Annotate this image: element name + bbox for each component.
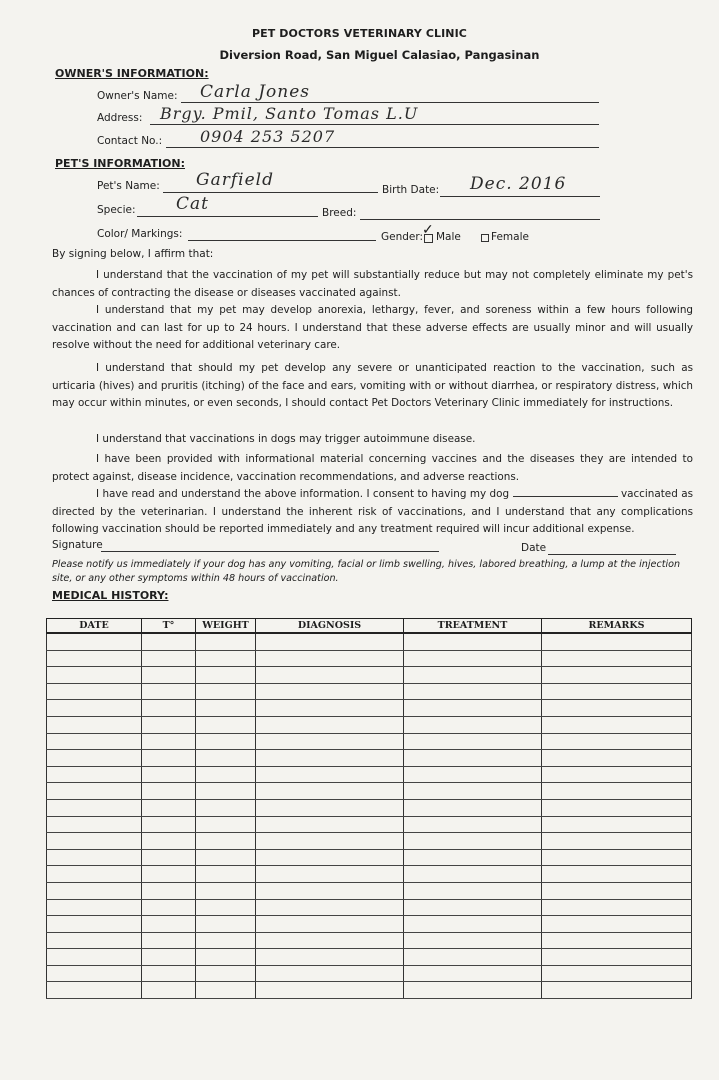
specie-value[interactable]: Cat bbox=[176, 194, 209, 214]
cell-remarks[interactable] bbox=[542, 932, 692, 949]
cell-remarks[interactable] bbox=[542, 899, 692, 916]
cell-weight[interactable] bbox=[196, 899, 256, 916]
table-row bbox=[47, 667, 692, 684]
cell-temperature[interactable] bbox=[142, 633, 196, 650]
cell-remarks[interactable] bbox=[542, 733, 692, 750]
cell-temperature[interactable] bbox=[142, 783, 196, 800]
female-checkbox[interactable] bbox=[481, 234, 489, 242]
gender-label: Gender: bbox=[381, 231, 424, 243]
consent-p3-text: I understand that should my pet develop any severe or unanticipated reaction to the vaccination, such as urticaria (hives) and pruritis (itching) of the face and ears, vomiting with or without diarrhea, or respiratory distress, which may occur within minutes, or even seconds, I should contact Pet Doctors Veterinary Clinic immediately for instructions. bbox=[52, 362, 693, 410]
consent-paragraph-4 bbox=[52, 431, 693, 449]
table-row bbox=[47, 932, 692, 949]
cell-remarks[interactable] bbox=[542, 849, 692, 866]
cell-temperature[interactable] bbox=[142, 683, 196, 700]
cell-diagnosis[interactable] bbox=[256, 783, 404, 800]
table-row bbox=[47, 750, 692, 767]
cell-date[interactable] bbox=[47, 733, 142, 750]
table-row bbox=[47, 816, 692, 833]
table-row bbox=[47, 733, 692, 750]
cell-treatment[interactable] bbox=[404, 916, 542, 933]
male-check-mark-icon: ✓ bbox=[422, 222, 434, 238]
cell-diagnosis[interactable] bbox=[256, 716, 404, 733]
cell-temperature[interactable] bbox=[142, 700, 196, 717]
color-markings-label: Color/ Markings: bbox=[97, 228, 183, 240]
column-header-remarks: REMARKS bbox=[542, 619, 692, 634]
consent-paragraph-5 bbox=[52, 451, 693, 486]
consent-paragraph-1 bbox=[52, 267, 693, 302]
medical-history-table bbox=[46, 618, 692, 999]
consent-p6c-text: as directed by the veterinarian. I understand the inherent risk of vaccinations, and I understand that any complications following vaccination should be reported immediately and any treatment required will incur additional expense. bbox=[52, 488, 694, 536]
cell-diagnosis[interactable] bbox=[256, 882, 404, 899]
table-row bbox=[47, 633, 692, 650]
owner-name-label: Owner's Name: bbox=[97, 90, 178, 102]
cell-temperature[interactable] bbox=[142, 816, 196, 833]
cell-weight[interactable] bbox=[196, 932, 256, 949]
pet-name-label: Pet's Name: bbox=[97, 180, 160, 192]
breed-label: Breed: bbox=[322, 207, 357, 219]
consent-paragraph-3 bbox=[52, 360, 693, 413]
cell-date[interactable] bbox=[47, 650, 142, 667]
cell-treatment[interactable] bbox=[404, 733, 542, 750]
birth-date-line bbox=[440, 196, 600, 197]
clinic-name: PET DOCTORS VETERINARY CLINIC bbox=[252, 27, 467, 40]
cell-weight[interactable] bbox=[196, 916, 256, 933]
cell-temperature[interactable] bbox=[142, 750, 196, 767]
cell-diagnosis[interactable] bbox=[256, 916, 404, 933]
cell-remarks[interactable] bbox=[542, 866, 692, 883]
table-row bbox=[47, 700, 692, 717]
cell-date[interactable] bbox=[47, 783, 142, 800]
dog-name-blank[interactable] bbox=[513, 486, 618, 497]
cell-date[interactable] bbox=[47, 750, 142, 767]
cell-treatment[interactable] bbox=[404, 982, 542, 999]
cell-temperature[interactable] bbox=[142, 733, 196, 750]
table-row bbox=[47, 965, 692, 982]
birth-date-value[interactable]: Dec. 2016 bbox=[470, 174, 567, 194]
address-line bbox=[150, 124, 599, 125]
cell-remarks[interactable] bbox=[542, 667, 692, 684]
cell-weight[interactable] bbox=[196, 783, 256, 800]
specie-label: Specie: bbox=[97, 204, 136, 216]
table-row bbox=[47, 799, 692, 816]
cell-date[interactable] bbox=[47, 700, 142, 717]
cell-treatment[interactable] bbox=[404, 849, 542, 866]
medical-history-rows bbox=[47, 633, 692, 999]
cell-diagnosis[interactable] bbox=[256, 866, 404, 883]
cell-weight[interactable] bbox=[196, 667, 256, 684]
table-row bbox=[47, 650, 692, 667]
cell-date[interactable] bbox=[47, 866, 142, 883]
specie-line bbox=[137, 216, 318, 217]
cell-temperature[interactable] bbox=[142, 916, 196, 933]
address-label: Address: bbox=[97, 112, 143, 124]
cell-date[interactable] bbox=[47, 816, 142, 833]
cell-treatment[interactable] bbox=[404, 667, 542, 684]
cell-temperature[interactable] bbox=[142, 716, 196, 733]
table-row bbox=[47, 849, 692, 866]
date-line[interactable] bbox=[548, 554, 676, 555]
cell-treatment[interactable] bbox=[404, 799, 542, 816]
table-row bbox=[47, 899, 692, 916]
cell-temperature[interactable] bbox=[142, 965, 196, 982]
cell-remarks[interactable] bbox=[542, 882, 692, 899]
cell-diagnosis[interactable] bbox=[256, 849, 404, 866]
cell-temperature[interactable] bbox=[142, 982, 196, 999]
consent-p6b-text: vaccinated bbox=[620, 488, 678, 500]
cell-weight[interactable] bbox=[196, 982, 256, 999]
consent-paragraph-2 bbox=[52, 302, 693, 355]
cell-temperature[interactable] bbox=[142, 949, 196, 966]
column-header-temperature: T° bbox=[142, 619, 196, 634]
cell-weight[interactable] bbox=[196, 949, 256, 966]
table-row bbox=[47, 833, 692, 850]
cell-treatment[interactable] bbox=[404, 949, 542, 966]
cell-remarks[interactable] bbox=[542, 750, 692, 767]
cell-date[interactable] bbox=[47, 899, 142, 916]
cell-temperature[interactable] bbox=[142, 849, 196, 866]
cell-date[interactable] bbox=[47, 916, 142, 933]
female-option-label: Female bbox=[491, 231, 529, 243]
medical-history-title: MEDICAL HISTORY: bbox=[52, 589, 169, 602]
cell-remarks[interactable] bbox=[542, 700, 692, 717]
cell-temperature[interactable] bbox=[142, 833, 196, 850]
cell-date[interactable] bbox=[47, 982, 142, 999]
table-row bbox=[47, 766, 692, 783]
cell-remarks[interactable] bbox=[542, 949, 692, 966]
cell-treatment[interactable] bbox=[404, 650, 542, 667]
cell-weight[interactable] bbox=[196, 882, 256, 899]
contact-label: Contact No.: bbox=[97, 135, 163, 147]
table-row bbox=[47, 916, 692, 933]
cell-diagnosis[interactable] bbox=[256, 949, 404, 966]
cell-diagnosis[interactable] bbox=[256, 650, 404, 667]
cell-date[interactable] bbox=[47, 667, 142, 684]
table-row bbox=[47, 982, 692, 999]
cell-remarks[interactable] bbox=[542, 965, 692, 982]
cell-remarks[interactable] bbox=[542, 982, 692, 999]
cell-diagnosis[interactable] bbox=[256, 816, 404, 833]
signature-line[interactable] bbox=[101, 551, 439, 552]
cell-treatment[interactable] bbox=[404, 965, 542, 982]
cell-temperature[interactable] bbox=[142, 882, 196, 899]
cell-temperature[interactable] bbox=[142, 667, 196, 684]
cell-treatment[interactable] bbox=[404, 683, 542, 700]
cell-remarks[interactable] bbox=[542, 783, 692, 800]
cell-remarks[interactable] bbox=[542, 833, 692, 850]
cell-treatment[interactable] bbox=[404, 750, 542, 767]
cell-weight[interactable] bbox=[196, 650, 256, 667]
cell-remarks[interactable] bbox=[542, 716, 692, 733]
owner-name-value[interactable]: Carla Jones bbox=[200, 82, 311, 102]
consent-p2-text: I understand that my pet may develop anorexia, lethargy, fever, and soreness within a few hours following vaccination and can last for up to 24 hours. I understand that these adverse effects are usually minor and will usually resolve without the need for additional veterinary care. bbox=[52, 304, 693, 352]
cell-temperature[interactable] bbox=[142, 650, 196, 667]
cell-weight[interactable] bbox=[196, 700, 256, 717]
cell-temperature[interactable] bbox=[142, 766, 196, 783]
cell-weight[interactable] bbox=[196, 965, 256, 982]
pet-name-value[interactable]: Garfield bbox=[196, 170, 274, 190]
cell-diagnosis[interactable] bbox=[256, 982, 404, 999]
table-row bbox=[47, 866, 692, 883]
cell-diagnosis[interactable] bbox=[256, 733, 404, 750]
contact-value[interactable]: 0904 253 5207 bbox=[200, 127, 336, 146]
cell-date[interactable] bbox=[47, 849, 142, 866]
signature-label: Signature bbox=[52, 539, 103, 551]
cell-treatment[interactable] bbox=[404, 700, 542, 717]
cell-diagnosis[interactable] bbox=[256, 899, 404, 916]
cell-remarks[interactable] bbox=[542, 916, 692, 933]
table-header-row bbox=[47, 619, 692, 634]
table-row bbox=[47, 716, 692, 733]
cell-weight[interactable] bbox=[196, 716, 256, 733]
pet-name-line bbox=[163, 192, 378, 193]
breed-line[interactable] bbox=[360, 219, 600, 220]
consent-p4-text: I understand that vaccinations in dogs may trigger autoimmune disease. bbox=[96, 433, 476, 445]
cell-weight[interactable] bbox=[196, 816, 256, 833]
cell-temperature[interactable] bbox=[142, 932, 196, 949]
consent-p1-text: I understand that the vaccination of my pet will substantially reduce but may not completely eliminate my pet's chances of contracting the disease or diseases vaccinated against. bbox=[52, 269, 693, 299]
cell-remarks[interactable] bbox=[542, 650, 692, 667]
cell-diagnosis[interactable] bbox=[256, 700, 404, 717]
cell-weight[interactable] bbox=[196, 750, 256, 767]
cell-treatment[interactable] bbox=[404, 783, 542, 800]
cell-weight[interactable] bbox=[196, 833, 256, 850]
cell-diagnosis[interactable] bbox=[256, 965, 404, 982]
cell-remarks[interactable] bbox=[542, 766, 692, 783]
contact-line bbox=[166, 147, 599, 148]
cell-remarks[interactable] bbox=[542, 799, 692, 816]
cell-date[interactable] bbox=[47, 882, 142, 899]
cell-diagnosis[interactable] bbox=[256, 633, 404, 650]
cell-treatment[interactable] bbox=[404, 899, 542, 916]
pet-section-title: PET'S INFORMATION: bbox=[55, 157, 185, 170]
cell-weight[interactable] bbox=[196, 633, 256, 650]
cell-treatment[interactable] bbox=[404, 633, 542, 650]
cell-date[interactable] bbox=[47, 716, 142, 733]
consent-intro: By signing below, I affirm that: bbox=[52, 248, 214, 260]
cell-diagnosis[interactable] bbox=[256, 932, 404, 949]
column-header-weight: WEIGHT bbox=[196, 619, 256, 634]
cell-diagnosis[interactable] bbox=[256, 750, 404, 767]
cell-remarks[interactable] bbox=[542, 633, 692, 650]
column-header-diagnosis: DIAGNOSIS bbox=[256, 619, 404, 634]
cell-weight[interactable] bbox=[196, 733, 256, 750]
owner-name-line bbox=[181, 102, 599, 103]
table-row bbox=[47, 683, 692, 700]
cell-weight[interactable] bbox=[196, 799, 256, 816]
cell-temperature[interactable] bbox=[142, 799, 196, 816]
cell-remarks[interactable] bbox=[542, 816, 692, 833]
cell-treatment[interactable] bbox=[404, 716, 542, 733]
cell-treatment[interactable] bbox=[404, 932, 542, 949]
cell-date[interactable] bbox=[47, 932, 142, 949]
cell-treatment[interactable] bbox=[404, 816, 542, 833]
table-row bbox=[47, 783, 692, 800]
cell-temperature[interactable] bbox=[142, 899, 196, 916]
cell-diagnosis[interactable] bbox=[256, 667, 404, 684]
consent-p5-text: I have been provided with informational material concerning vaccines and the diseases they are intended to protect against, disease incidence, vaccination recommendations, and adverse reactions. bbox=[52, 453, 693, 483]
cell-date[interactable] bbox=[47, 766, 142, 783]
column-header-date: DATE bbox=[47, 619, 142, 634]
cell-temperature[interactable] bbox=[142, 866, 196, 883]
column-header-treatment: TREATMENT bbox=[404, 619, 542, 634]
cell-date[interactable] bbox=[47, 799, 142, 816]
cell-weight[interactable] bbox=[196, 683, 256, 700]
male-option-label: Male bbox=[436, 231, 461, 243]
cell-weight[interactable] bbox=[196, 866, 256, 883]
cell-treatment[interactable] bbox=[404, 866, 542, 883]
cell-diagnosis[interactable] bbox=[256, 799, 404, 816]
table-row bbox=[47, 949, 692, 966]
date-label: Date bbox=[521, 542, 547, 554]
cell-diagnosis[interactable] bbox=[256, 833, 404, 850]
cell-date[interactable] bbox=[47, 949, 142, 966]
address-value[interactable]: Brgy. Pmil, Santo Tomas L.U bbox=[160, 104, 419, 123]
cell-date[interactable] bbox=[47, 633, 142, 650]
owner-section-title: OWNER'S INFORMATION: bbox=[55, 67, 209, 80]
cell-date[interactable] bbox=[47, 965, 142, 982]
cell-weight[interactable] bbox=[196, 766, 256, 783]
cell-diagnosis[interactable] bbox=[256, 683, 404, 700]
cell-date[interactable] bbox=[47, 833, 142, 850]
notice-text: Please notify us immediately if your dog has any vomiting, facial or limb swelling, hives, labored breathing, a lump at the injection site, or any other symptoms within 48 hours of vaccination. bbox=[52, 559, 681, 584]
clinic-address: Diversion Road, San Miguel Calasiao, Pangasinan bbox=[219, 48, 540, 62]
birth-date-label: Birth Date: bbox=[382, 184, 440, 196]
color-markings-line[interactable] bbox=[188, 240, 376, 241]
consent-paragraph-6 bbox=[52, 486, 693, 539]
cell-treatment[interactable] bbox=[404, 882, 542, 899]
cell-treatment[interactable] bbox=[404, 833, 542, 850]
cell-date[interactable] bbox=[47, 683, 142, 700]
cell-weight[interactable] bbox=[196, 849, 256, 866]
cell-treatment[interactable] bbox=[404, 766, 542, 783]
cell-remarks[interactable] bbox=[542, 683, 692, 700]
cell-diagnosis[interactable] bbox=[256, 766, 404, 783]
table-row bbox=[47, 882, 692, 899]
consent-p6a-text: I have read and understand the above information. I consent to having my dog bbox=[96, 488, 510, 500]
